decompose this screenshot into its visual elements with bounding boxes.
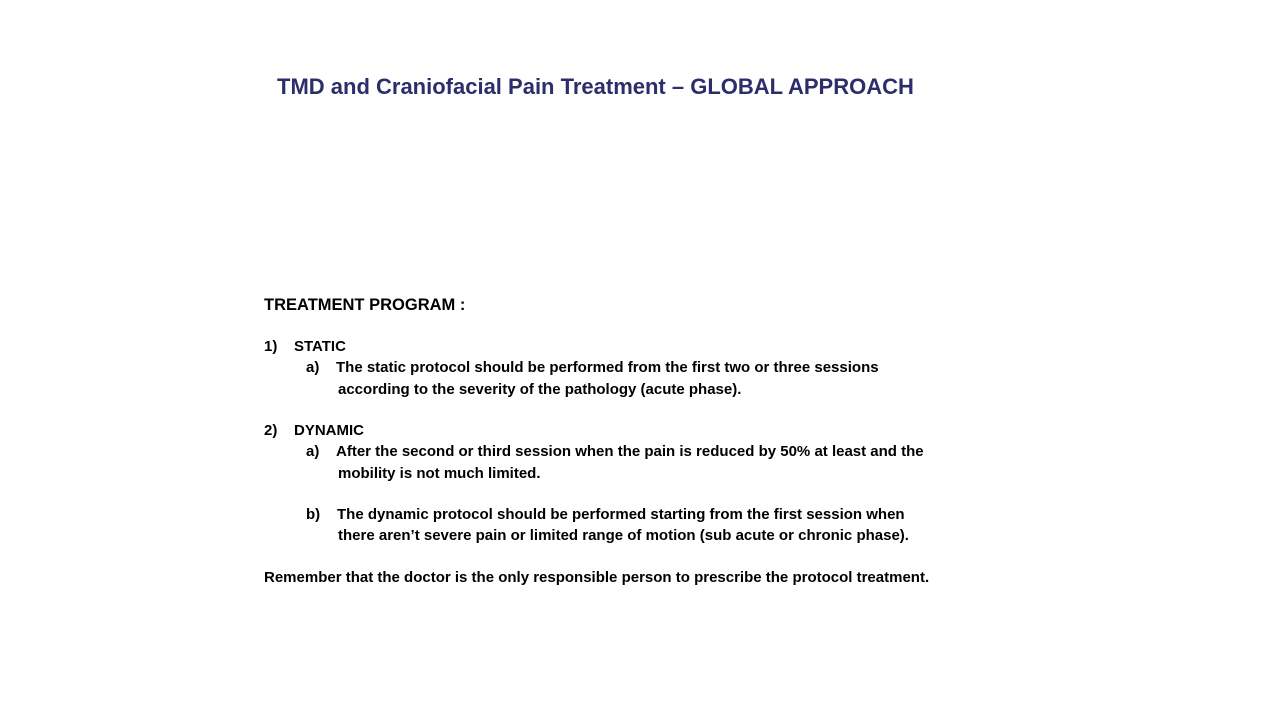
subitem-text-line: After the second or third session when the pain is reduced by 50% at least and the [336, 443, 924, 460]
subitem-text-line: according to the severity of the pathology (acute phase). [338, 381, 742, 398]
footer-note: Remember that the doctor is the only responsible person to prescribe the protocol treatment. [264, 569, 930, 586]
subitem-marker: b) [306, 506, 321, 523]
item-label-dynamic: DYNAMIC [294, 422, 364, 439]
subitem-text-line: The dynamic protocol should be performed starting from the first session when [337, 506, 905, 523]
item-number-1: 1) [264, 338, 278, 355]
subitem-text-line: The static protocol should be performed from the first two or three sessions [336, 359, 879, 376]
subitem-marker: a) [306, 359, 320, 376]
item-number-2: 2) [264, 422, 278, 439]
item-label-static: STATIC [294, 338, 346, 355]
subitem-text-line: there aren’t severe pain or limited range of motion (sub acute or chronic phase). [338, 527, 909, 544]
slide-title: TMD and Craniofacial Pain Treatment – GLOBAL APPROACH [277, 74, 914, 99]
program-heading: TREATMENT PROGRAM : [264, 296, 466, 314]
subitem-text-line: mobility is not much limited. [338, 465, 541, 482]
subitem-marker: a) [306, 443, 320, 460]
